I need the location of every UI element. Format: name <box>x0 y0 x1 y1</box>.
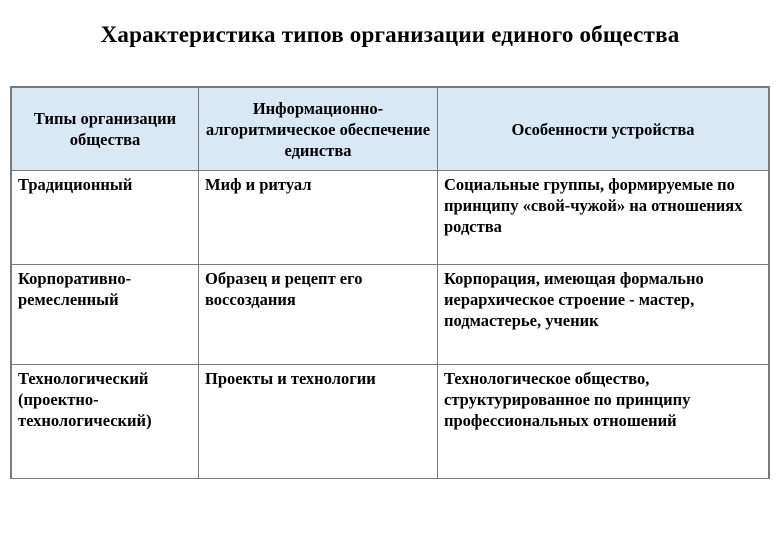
cell-type: Корпоративно-ремесленный <box>12 265 199 365</box>
cell-info-support: Образец и рецепт его воссоздания <box>199 265 438 365</box>
table-header-row <box>12 88 769 171</box>
cell-features: Корпорация, имеющая формально иерархическое строение - мастер, подмастерье, ученик <box>438 265 769 365</box>
header-structure-features: Особенности устройства <box>438 88 769 171</box>
cell-info-support: Миф и ритуал <box>199 171 438 265</box>
header-org-types: Типы организации общества <box>12 88 199 171</box>
cell-info-support: Проекты и технологии <box>199 365 438 479</box>
header-info-support: Информационно-алгоритмическое обеспечение единства <box>199 88 438 171</box>
cell-features: Социальные группы, формируемые по принципу «свой-чужой» на отношениях родства <box>438 171 769 265</box>
table-row <box>12 171 769 265</box>
table <box>11 87 769 479</box>
cell-type: Технологический (проектно-технологический) <box>12 365 199 479</box>
cell-features: Технологическое общество, структурированное по принципу профессиональных отношений <box>438 365 769 479</box>
cell-type: Традиционный <box>12 171 199 265</box>
page-title: Характеристика типов организации единого общества <box>100 22 680 47</box>
characteristics-table <box>10 86 770 479</box>
table-row <box>12 365 769 479</box>
table-row <box>12 265 769 365</box>
